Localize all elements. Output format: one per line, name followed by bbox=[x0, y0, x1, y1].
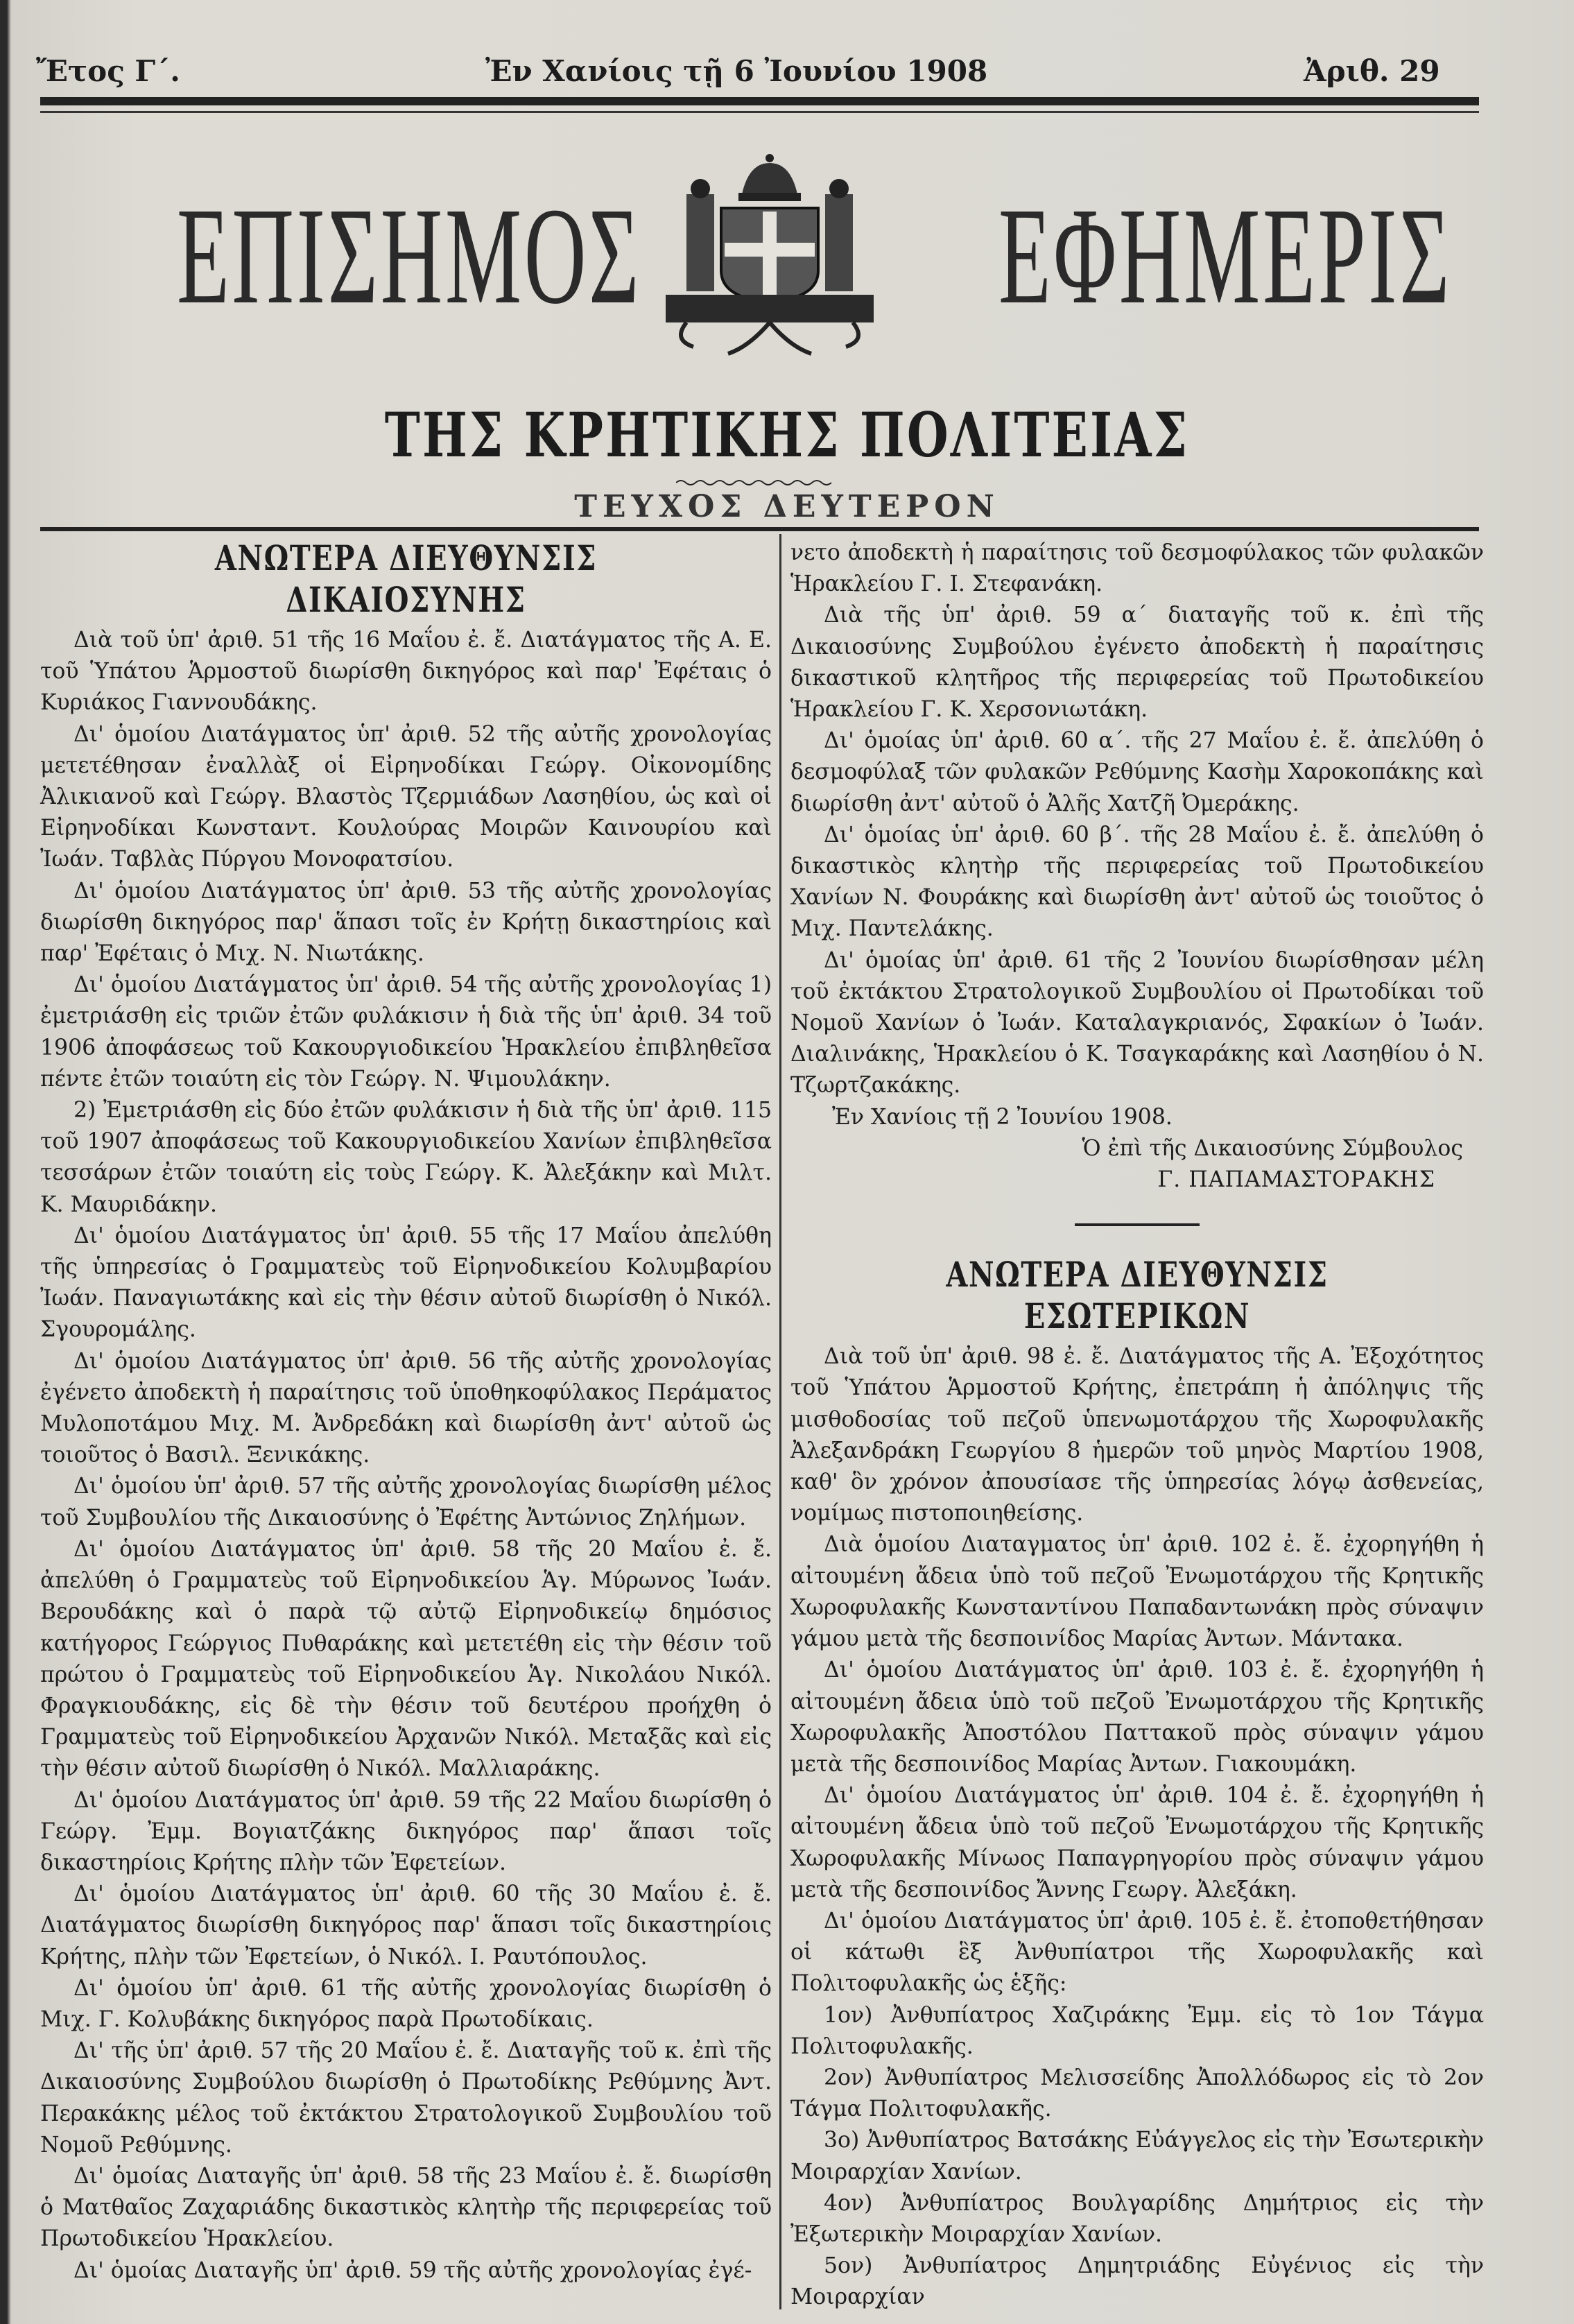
signature-name: Γ. ΠΑΠΑΜΑΣΤΟΡΑΚΗΣ bbox=[1157, 1167, 1435, 1193]
paragraph: Δι' ὁμοίου Διατάγματος ὑπ' ἀριθ. 53 τῆς αὐτῆς χρονολογίας διωρίσθη δικηγόρος παρ' ἅπασι τοῖς ἐν Κρήτῃ δικαστηρίοις καὶ παρ' Ἐφέταις ὁ Μιχ. Ν. Νιωτάκης. bbox=[40, 878, 772, 967]
issue-number: Ἀριθ. 29 bbox=[1304, 54, 1440, 88]
interior-paragraphs bbox=[790, 1341, 1484, 2313]
top-rule bbox=[40, 97, 1479, 105]
paragraph: Διὰ τοῦ ὑπ' ἀριθ. 98 ἐ. ἔ. Διατάγματος τῆς Α. Ἐξοχότητος τοῦ Ὑπάτου Ἁρμοστοῦ Κρήτης, ἐπετράπη ἡ ἀπόληψις τῆς μισθοδοσίας τοῦ πεζοῦ ὑπενωμοτάρχου τῆς Χωροφυλακῆς Ἀλεξανδράκη Γεωργίου 8 ἡμερῶν τοῦ μηνὸς Μαρτίου 1908, καθ' ὃν χρόνον ἀπουσίασε τῆς ὑπηρεσίας λόγῳ ἀσθενείας, νομίμως πιστοποιηθείσης. bbox=[790, 1344, 1484, 1526]
paragraph: Δι' ὁμοίου Διατάγματος ὑπ' ἀριθ. 104 ἐ. ἔ. ἐχορηγήθη ἡ αἰτουμένη ἄδεια ὑπὸ τοῦ πεζοῦ Ἐνωμοτάρχου τῆς Κρητικῆς Χωροφυλακῆς Μίνωος Παπαγρηγορίου πρὸς σύναψιν γάμου μετὰ τῆς δεσποινίδος Ἄννης Γεωργ. Ἀλεξάκη. bbox=[790, 1783, 1484, 1902]
paragraph: Δι' ὁμοίου Διατάγματος ὑπ' ἀριθ. 55 τῆς 17 Μαΐου ἀπελύθη τῆς ὑπηρεσίας ὁ Γραμματεὺς τοῦ Εἰρηνοδικείου Κολυμβαρίου Ἰωάν. Παναγιωτάκης καὶ εἰς τὴν θέσιν αὐτοῦ διωρίσθη ὁ Νικόλ. Σγουρομάλης. bbox=[40, 1223, 772, 1343]
signature-title: Ὁ ἐπὶ τῆς Δικαιοσύνης Σύμβουλος bbox=[1082, 1135, 1463, 1161]
paragraph: Δι' ὁμοίου ὑπ' ἀριθ. 61 τῆς αὐτῆς χρονολογίας διωρίσθη ὁ Μιχ. Γ. Κολυβάκης δικηγόρος παρὰ Πρωτοδίκαις. bbox=[40, 1975, 772, 2032]
left-column bbox=[40, 537, 772, 2287]
right-paragraphs bbox=[790, 600, 1484, 1101]
section-heading-justice: ΑΝΩΤΕΡΑ ΔΙΕΥΘΥΝΣΙΣ ΔΙΚΑΙΟΣΥΝΗΣ bbox=[214, 537, 598, 620]
section-separator bbox=[1075, 1223, 1200, 1226]
paragraph: Δι' ὁμοίας ὑπ' ἀριθ. 61 τῆς 2 Ἰουνίου διωρίσθησαν μέλη τοῦ ἐκτάκτου Στρατολογικοῦ Συμβουλίου οἱ Πρωτοδίκαι τοῦ Νομοῦ Χανίων ὁ Ἰωάν. Καταλαγκριανός, Σφακίων ὁ Ἰωάν. Διαλινάκης, Ἡρακλείου ὁ Κ. Τσαγκαράκης καὶ Λασηθίου ὁ Ν. Τζωρτζακάκης. bbox=[790, 947, 1484, 1099]
coat-of-arms-icon bbox=[645, 146, 894, 361]
ornament-wave bbox=[676, 479, 836, 487]
paragraph: Δι' ὁμοίας Διαταγῆς ὑπ' ἀριθ. 59 τῆς αὐτῆς χρονολογίας ἐγέ- bbox=[73, 2257, 752, 2283]
paragraph: Διὰ ὁμοίου Διαταγματος ὑπ' ἀριθ. 102 ἐ. ἔ. ἐχορηγήθη ἡ αἰτουμένη ἄδεια ὑπὸ τοῦ πεζοῦ Ἐνωμοτάρχου τῆς Κρητικῆς Χωροφυλακῆς Κωνσταντίνου Παπαδαντωνάκη πρὸς σύναψιν γάμου μετὰ τῆς δεσποινίδος Μαρίας Ἀντων. Μάντακα. bbox=[790, 1532, 1484, 1652]
title-left: ΕΠΙΣΗΜΟΣ bbox=[177, 180, 642, 333]
paragraph: Δι' ὁμοίου Διατάγματος ὑπ' ἀριθ. 58 τῆς 20 Μαΐου ἐ. ἔ. ἀπελύθη ὁ Γραμματεὺς τοῦ Εἰρηνοδικείου Ἁγ. Μύρωνος Ἰωάν. Βερουδάκης καὶ ὁ παρὰ τῷ αὐτῷ Εἰρηνοδικείῳ δημόσιος κατήγορος Γεώργιος Πυθαράκης καὶ μετετέθη εἰς τὴν θέσιν τοῦ πρώτου ὁ Γραμματεὺς τοῦ Εἰρηνοδικείου Ἁγ. Νικολάου Νικόλ. Φραγκιουδάκης, εἰς δὲ τὴν θέσιν τοῦ δευτέρου προήχθη ὁ Γραμματεὺς τοῦ Εἰρηνοδικείου Ἀρχανῶν Νικόλ. Μεταξᾶς καὶ εἰς τὴν θέσιν αὐτοῦ διωρίσθη ὁ Νικόλ. Μαλλιαράκης. bbox=[40, 1536, 772, 1782]
paragraph: 3ο) Ἀνθυπίατρος Βατσάκης Εὐάγγελος εἰς τὴν Ἐσωτερικὴν Μοιραρχίαν Χανίων. bbox=[790, 2128, 1484, 2185]
header-rule bbox=[40, 527, 1479, 531]
paragraph: 4ον) Ἀνθυπίατρος Βουλγαρίδης Δημήτριος εἰς τὴν Ἐξωτερικὴν Μοιραρχίαν Χανίων. bbox=[790, 2190, 1484, 2247]
paragraph: 1ον) Ἀνθυπίατρος Χαζιράκης Ἐμμ. εἰς τὸ 1ον Τάγμα Πολιτοφυλακῆς. bbox=[790, 2002, 1484, 2059]
section-heading-interior: ΑΝΩΤΕΡΑ ΔΙΕΥΘΥΝΣΙΣ ΕΣΩΤΕΡΙΚΩΝ bbox=[946, 1254, 1329, 1337]
date-line: Ἐν Χανίοις τῇ 2 Ἰουνίου 1908. bbox=[832, 1104, 1173, 1130]
paragraph: Δι' ὁμοίας ὑπ' ἀριθ. 60 α΄. τῆς 27 Μαΐου ἐ. ἔ. ἀπελύθη ὁ δεσμοφύλαξ τῶν φυλακῶν Ρεθύμνης Κασὴμ Χαροκοπάκης καὶ διωρίσθη ἀντ' αὐτοῦ ὁ Ἀλῆς Χατζῆ Ὀμεράκης. bbox=[790, 728, 1484, 816]
paragraph: 2) Ἐμετριάσθη εἰς δύο ἐτῶν φυλάκισιν ἡ διὰ τῆς ὑπ' ἀριθ. 115 τοῦ 1907 ἀποφάσεως τοῦ Κακουργιοδικείου Χανίων ἐπιβληθεῖσα τεσσάρων ἐτῶν τοιαύτη εἰς τοὺς Γεώργ. Κ. Ἀλεξάκην καὶ Μιλτ. Κ. Μαυριδάκην. bbox=[40, 1098, 772, 1217]
right-column bbox=[790, 537, 1484, 2314]
continued-paragraph: νετο ἀποδεκτὴ ἡ παραίτησις τοῦ δεσμοφύλακος τῶν φυλακῶν Ἡρακλείου Γ. Ι. Στεφανάκη. bbox=[790, 540, 1484, 597]
volume-year: Ἔτος Γ΄. bbox=[36, 54, 180, 88]
issue-date: Ἐν Χανίοις τῇ 6 Ἰουνίου 1908 bbox=[485, 54, 988, 88]
paragraph: Δι' ὁμοίου Διατάγματος ὑπ' ἀριθ. 52 τῆς αὐτῆς χρονολογίας μετετέθησαν ἐναλλὰξ οἱ Εἰρηνοδίκαι Γεώργ. Οἰκονομίδης Ἀλικιανοῦ καὶ Γεώργ. Βλαστὸς Τζερμιάδων Λασηθίου, ὡς καὶ οἱ Εἰρηνοδίκαι Κωνσταντ. Κουλούρας Μοιρῶν Καινουρίου καὶ Ἰωάν. Ταβλὰς Πύργου Μονοφατσίου. bbox=[40, 721, 772, 872]
paragraph: Δι' ὁμοίου Διατάγματος ὑπ' ἀριθ. 105 ἐ. ἔ. ἐτοποθετήθησαν οἱ κάτωθι ἓξ Ἀνθυπίατροι τῆς Χωροφυλακῆς καὶ Πολιτοφυλακῆς ὡς ἑξῆς: bbox=[790, 1908, 1484, 1997]
paragraph: Διὰ τῆς ὑπ' ἀριθ. 59 α΄ διαταγῆς τοῦ κ. ἐπὶ τῆς Δικαιοσύνης Συμβούλου ἐγένετο ἀποδεκτὴ ἡ παραίτησις δικαστικοῦ κλητῆρος τῆς περιφερείας τοῦ Πρωτοδικείου Ἡρακλείου Γ. Κ. Χερσονιωτάκη. bbox=[790, 603, 1484, 723]
top-rule-thin bbox=[40, 111, 1479, 113]
left-paragraphs bbox=[40, 625, 772, 2287]
paragraph: Δι' τῆς ὑπ' ἀριθ. 57 τῆς 20 Μαΐου ἐ. ἔ. Διαταγῆς τοῦ κ. ἐπὶ τῆς Δικαιοσύνης Συμβούλου διωρίσθη ὁ Πρωτοδίκης Ρεθύμνης Ἀντ. Περακάκης μέλος τοῦ ἐκτάκτου Στρατολογικοῦ Συμβουλίου τοῦ Νομοῦ Ρεθύμνης. bbox=[40, 2038, 772, 2158]
paragraph: 5ον) Ἀνθυπίατρος Δημητριάδης Εὐγένιος εἰς τὴν Μοιραρχίαν bbox=[790, 2253, 1484, 2310]
paragraph: Δι' ὁμοίου Διατάγματος ὑπ' ἀριθ. 60 τῆς 30 Μαΐου ἐ. ἔ. Διατάγματος διωρίσθη δικηγόρος παρ' ἅπασι τοῖς δικαστηρίοις Κρήτης, πλὴν τῶν Ἐφετείων, ὁ Νικόλ. Ι. Ραυτόπουλος. bbox=[40, 1882, 772, 1970]
column-divider bbox=[779, 534, 781, 2309]
issue-label: ΤΕΥΧΟΣ ΔΕΥΤΕΡΟΝ bbox=[574, 489, 1000, 524]
paragraph: Δι' ὁμοίας Διαταγῆς ὑπ' ἀριθ. 58 τῆς 23 Μαΐου ἐ. ἔ. διωρίσθη ὁ Ματθαῖος Ζαχαριάδης δικαστικὸς κλητὴρ τῆς περιφερείας τοῦ Πρωτοδικείου Ἡρακλείου. bbox=[40, 2163, 772, 2252]
paragraph: Δι' ὁμοίας ὑπ' ἀριθ. 60 β΄. τῆς 28 Μαΐου ἐ. ἔ. ἀπελύθη ὁ δικαστικὸς κλητὴρ τῆς περιφερείας τοῦ Πρωτοδικείου Χανίων Ν. Φουράκης καὶ διωρίσθη ἀντ' αὐτοῦ ὡς τοιοῦτος ὁ Μιχ. Παντελάκης. bbox=[790, 822, 1484, 942]
paragraph: Διὰ τοῦ ὑπ' ἀριθ. 51 τῆς 16 Μαΐου ἐ. ἔ. Διατάγματος τῆς Α. Ε. τοῦ Ὑπάτου Ἁρμοστοῦ διωρίσθη δικηγόρος καὶ παρ' Ἐφέταις ὁ Κυριάκος Γιαννουδάκης. bbox=[40, 628, 772, 716]
title-right: ΕΦΗΜΕΡΙΣ bbox=[998, 180, 1453, 333]
paragraph: Δι' ὁμοίου Διατάγματος ὑπ' ἀριθ. 103 ἐ. ἔ. ἐχορηγήθη ἡ αἰτουμένη ἄδεια ὑπὸ τοῦ πεζοῦ Ἐνωμοτάρχου τῆς Κρητικῆς Χωροφυλακῆς Ἀποστόλου Παττακοῦ πρὸς σύναψιν γάμου μετὰ τῆς δεσποινίδος Μαρίας Ἀντων. Γιακουμάκη. bbox=[790, 1658, 1484, 1777]
paragraph: Δι' ὁμοίου ὑπ' ἀριθ. 57 τῆς αὐτῆς χρονολογίας διωρίσθη μέλος τοῦ Συμβουλίου τῆς Δικαιοσύνης ὁ Ἐφέτης Ἀντώνιος Ζηλήμων. bbox=[40, 1474, 772, 1531]
paragraph: 2ον) Ἀνθυπίατρος Μελισσείδης Ἀπολλόδωρος εἰς τὸ 2ον Τάγμα Πολιτοφυλακῆς. bbox=[790, 2065, 1484, 2122]
paragraph: Δι' ὁμοίου Διατάγματος ὑπ' ἀριθ. 59 τῆς 22 Μαΐου διωρίσθη ὁ Γεώργ. Ἐμμ. Βογιατζάκης δικηγόρος παρ' ἅπασι τοῖς δικαστηρίοις Κρήτης πλὴν τῶν Ἐφετείων. bbox=[40, 1787, 772, 1875]
paragraph: Δι' ὁμοίου Διατάγματος ὑπ' ἀριθ. 56 τῆς αὐτῆς χρονολογίας ἐγένετο ἀποδεκτὴ ἡ παραίτησις τοῦ ὑποθηκοφύλακος Περάματος Μυλοποτάμου Μιχ. Μ. Ἀνδρεδάκη καὶ διωρίσθη ἀντ' αὐτοῦ ὡς τοιοῦτος ὁ Βασιλ. Ξενικάκης. bbox=[40, 1348, 772, 1468]
subtitle: ΤΗΣ ΚΡΗΤΙΚΗΣ ΠΟΛΙΤΕΙΑΣ bbox=[384, 399, 1190, 471]
paragraph: Δι' ὁμοίου Διατάγματος ὑπ' ἀριθ. 54 τῆς αὐτῆς χρονολογίας 1) ἐμετριάσθη εἰς τριῶν ἐτῶν φυλάκισιν ἡ διὰ τῆς ὑπ' ἀριθ. 34 τοῦ 1906 ἀποφάσεως τοῦ Κακουργιοδικείου Ἡρακλείου ἐπιβληθεῖσα πέντε ἐτῶν τοιαύτη εἰς τὸν Γεώργ. Ν. Ψιμουλάκην. bbox=[40, 972, 772, 1092]
